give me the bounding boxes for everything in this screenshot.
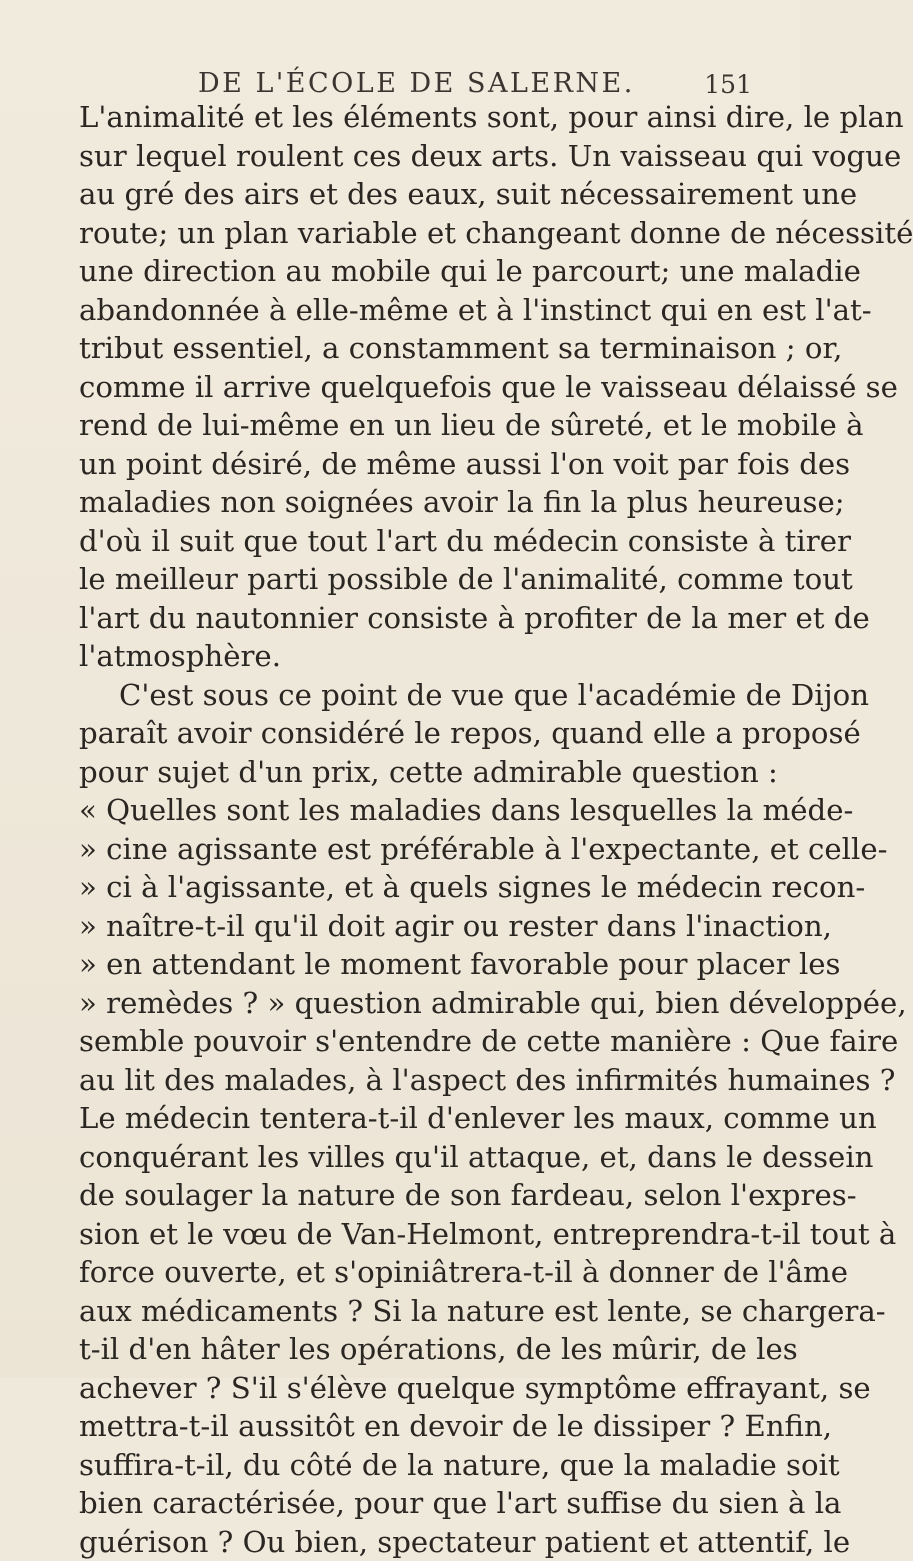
- page-number: 151: [704, 70, 752, 99]
- quoted-line: » en attendant le moment favorable pour placer les: [79, 945, 769, 984]
- text-line: une direction au mobile qui le parcourt; une maladie: [79, 252, 769, 291]
- running-head: [80, 68, 760, 102]
- text-line: t-il d'en hâter les opérations, de les mûrir, de les: [79, 1330, 769, 1369]
- text-line: paraît avoir considéré le repos, quand elle a proposé: [79, 714, 769, 753]
- text-line: sur lequel roulent ces deux arts. Un vaisseau qui vogue: [79, 137, 769, 176]
- text-line: route; un plan variable et changeant donne de nécessité: [79, 214, 769, 253]
- quoted-line: » ci à l'agissante, et à quels signes le médecin recon-: [79, 868, 769, 907]
- text-line: aux médicaments ? Si la nature est lente, se chargera-: [79, 1292, 769, 1331]
- text-line: tribut essentiel, a constamment sa terminaison ; or,: [79, 329, 769, 368]
- text-line: au lit des malades, à l'aspect des infirmités humaines ?: [79, 1061, 769, 1100]
- text-line: pour sujet d'un prix, cette admirable question :: [79, 753, 769, 792]
- quoted-line: « Quelles sont les maladies dans lesquelles la méde-: [79, 791, 769, 830]
- body-text: [79, 98, 769, 1561]
- text-line: comme il arrive quelquefois que le vaisseau délaissé se: [79, 368, 769, 407]
- text-line: rend de lui-même en un lieu de sûreté, et le mobile à: [79, 406, 769, 445]
- text-line: au gré des airs et des eaux, suit nécessairement une: [79, 175, 769, 214]
- paragraph-end-line: l'atmosphère.: [79, 637, 769, 676]
- running-title: DE L'ÉCOLE DE SALERNE.: [198, 68, 635, 99]
- quoted-line: » naître-t-il qu'il doit agir ou rester dans l'inaction,: [79, 907, 769, 946]
- text-line: maladies non soignées avoir la fin la plus heureuse;: [79, 483, 769, 522]
- text-line: un point désiré, de même aussi l'on voit par fois des: [79, 445, 769, 484]
- text-line: de soulager la nature de son fardeau, selon l'expres-: [79, 1176, 769, 1215]
- text-line: guérison ? Ou bien, spectateur patient et attentif, le: [79, 1523, 769, 1561]
- text-line: bien caractérisée, pour que l'art suffise du sien à la: [79, 1484, 769, 1523]
- quoted-line: » remèdes ? » question admirable qui, bien développée,: [79, 984, 769, 1023]
- text-line: d'où il suit que tout l'art du médecin consiste à tirer: [79, 522, 769, 561]
- text-line: l'art du nautonnier consiste à profiter de la mer et de: [79, 599, 769, 638]
- text-line: Le médecin tentera-t-il d'enlever les maux, comme un: [79, 1099, 769, 1138]
- text-line: abandonnée à elle-même et à l'instinct qui en est l'at-: [79, 291, 769, 330]
- quoted-line: » cine agissante est préférable à l'expectante, et celle-: [79, 830, 769, 869]
- text-line: semble pouvoir s'entendre de cette manière : Que faire: [79, 1022, 769, 1061]
- text-line: force ouverte, et s'opiniâtrera-t-il à donner de l'âme: [79, 1253, 769, 1292]
- text-line: L'animalité et les éléments sont, pour ainsi dire, le plan: [79, 98, 769, 137]
- text-line: achever ? S'il s'élève quelque symptôme effrayant, se: [79, 1369, 769, 1408]
- text-line: le meilleur parti possible de l'animalité, comme tout: [79, 560, 769, 599]
- text-line: conquérant les villes qu'il attaque, et, dans le dessein: [79, 1138, 769, 1177]
- paragraph-first-line: C'est sous ce point de vue que l'académie de Dijon: [79, 676, 769, 715]
- text-line: sion et le vœu de Van-Helmont, entreprendra-t-il tout à: [79, 1215, 769, 1254]
- text-line: suffira-t-il, du côté de la nature, que la maladie soit: [79, 1446, 769, 1485]
- text-line: mettra-t-il aussitôt en devoir de le dissiper ? Enfin,: [79, 1407, 769, 1446]
